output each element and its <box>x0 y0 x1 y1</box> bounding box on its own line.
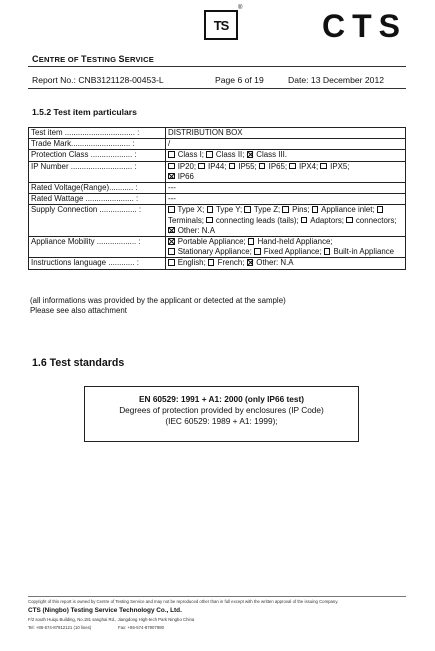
checked-checkbox-icon <box>168 227 175 234</box>
option-label: IPX4; <box>296 161 321 171</box>
unchecked-checkbox-icon <box>168 151 175 158</box>
option-label: Stationary Appliance; <box>175 247 255 257</box>
report-line-divider <box>28 88 406 89</box>
value-supply-connection <box>166 205 406 237</box>
option-label: Other: N.A <box>175 225 215 235</box>
option-label: IP55; <box>236 161 259 171</box>
table-row <box>29 205 406 237</box>
value-protection-class <box>166 150 406 161</box>
option-label: IPX5; <box>327 161 350 171</box>
unchecked-checkbox-icon <box>198 163 205 170</box>
unchecked-checkbox-icon <box>248 238 255 245</box>
option-label: Fixed Appliance; <box>261 247 324 257</box>
option-label: IP44; <box>205 161 229 171</box>
option-label: Class I; <box>175 150 207 160</box>
unchecked-checkbox-icon <box>254 248 261 255</box>
label-appliance-mobility: Appliance Mobility .................. : <box>29 237 166 258</box>
option-label: IP66 <box>175 171 194 181</box>
label-test-item: Test item ................................ : <box>29 128 166 139</box>
standard-iec-reference: (IEC 60529: 1989 + A1: 1999); <box>165 416 278 426</box>
test-standard-box <box>84 386 359 442</box>
option-label: Hand-held Appliance; <box>255 237 333 247</box>
option-label: Class II; <box>213 150 247 160</box>
test-item-particulars-table <box>28 127 406 270</box>
table-row <box>29 194 406 205</box>
unchecked-checkbox-icon <box>320 163 327 170</box>
unchecked-checkbox-icon <box>168 206 175 213</box>
option-label: Type Z; <box>251 205 283 215</box>
checked-checkbox-icon <box>247 259 254 266</box>
value-trade-mark: / <box>166 139 406 150</box>
option-label: IP65; <box>266 161 290 171</box>
footer-divider <box>28 596 406 597</box>
option-label: connecting leads (tails); <box>213 215 301 225</box>
attachment-note: Please see also attachment <box>30 306 127 315</box>
applicant-info-note: (all informations was provided by the applicant or detected at the sample) <box>30 296 286 305</box>
report-number: Report No.: CNB3121128-00453-L <box>32 75 164 85</box>
option-label: English; <box>175 258 208 268</box>
label-supply-connection: Supply Connection ................. : <box>29 205 166 237</box>
table-row <box>29 161 406 182</box>
value-rated-wattage: --- <box>166 194 406 205</box>
value-test-item: DISTRIBUTION BOX <box>166 128 406 139</box>
unchecked-checkbox-icon <box>207 206 214 213</box>
standard-description: Degrees of protection provided by enclosures (IP Code) <box>119 405 324 415</box>
option-label: Appliance inlet; <box>319 205 377 215</box>
table-row <box>29 183 406 194</box>
table-row <box>29 237 406 258</box>
cts-logo-emblem <box>204 10 238 40</box>
value-instructions-language <box>166 258 406 269</box>
table-row <box>29 258 406 269</box>
cts-logo-wordmark: CTS <box>322 8 407 44</box>
option-label: Type X; <box>175 205 207 215</box>
value-appliance-mobility <box>166 237 406 258</box>
option-label: French; <box>215 258 247 268</box>
option-label: Class III. <box>254 150 287 160</box>
option-label: connectors; <box>353 215 397 225</box>
company-telephone: Tel: +86-574-87912121 (10 lines) <box>28 625 92 630</box>
option-label: Portable Appliance; <box>175 237 248 247</box>
company-address: F/2 south Huiqu Building, No.181 sanghai Rd., Jiangdong High-tech Park Ningbo China <box>28 617 195 622</box>
unchecked-checkbox-icon <box>301 217 308 224</box>
logo-emblem-text: TS <box>213 17 229 33</box>
unchecked-checkbox-icon <box>346 217 353 224</box>
company-fax: Fax: +86-574-87907980 <box>118 625 164 630</box>
option-label: Built-in Appliance <box>331 247 395 257</box>
value-ip-number <box>166 161 406 182</box>
company-name: CTS (Ningbo) Testing Service Technology Co., Ltd. <box>28 607 182 614</box>
label-ip-number: IP Number ............................ : <box>29 161 166 182</box>
label-rated-voltage: Rated Voltage(Range)........... : <box>29 183 166 194</box>
option-label: Terminals; <box>168 215 207 225</box>
unchecked-checkbox-icon <box>168 163 175 170</box>
registered-mark: ® <box>238 5 243 11</box>
unchecked-checkbox-icon <box>229 163 236 170</box>
label-rated-wattage: Rated Wattage ...................... : <box>29 194 166 205</box>
label-instructions-language: Instructions language ............ : <box>29 258 166 269</box>
option-label: Adaptors; <box>308 215 347 225</box>
centre-of-testing-service-name: CENTRE OF TESTING SERVICE <box>32 54 155 64</box>
unchecked-checkbox-icon <box>168 248 175 255</box>
table-row <box>29 128 406 139</box>
page-number: Page 6 of 19 <box>215 75 264 85</box>
checked-checkbox-icon <box>247 151 254 158</box>
label-protection-class: Protection Class ................... : <box>29 150 166 161</box>
standard-title: EN 60529: 1991 + A1: 2000 (only IP66 test) <box>138 394 305 404</box>
unchecked-checkbox-icon <box>324 248 331 255</box>
label-trade-mark: Trade Mark........................... : <box>29 139 166 150</box>
unchecked-checkbox-icon <box>206 217 213 224</box>
unchecked-checkbox-icon <box>244 206 251 213</box>
unchecked-checkbox-icon <box>377 206 384 213</box>
unchecked-checkbox-icon <box>289 163 296 170</box>
section-heading-test-item-particulars: 1.5.2 Test item particulars <box>32 107 137 117</box>
unchecked-checkbox-icon <box>208 259 215 266</box>
table-row <box>29 139 406 150</box>
unchecked-checkbox-icon <box>259 163 266 170</box>
unchecked-checkbox-icon <box>206 151 213 158</box>
option-label: Pins; <box>289 205 312 215</box>
table-row <box>29 150 406 161</box>
report-date: Date: 13 December 2012 <box>288 75 385 85</box>
unchecked-checkbox-icon <box>312 206 319 213</box>
header-divider <box>28 66 406 67</box>
copyright-notice: Copyright of this report is owned by Centre of Testing Service and may not be reproduced other than in full except with the written approval of the issuing Company. <box>28 599 339 604</box>
option-label: Type Y; <box>214 205 245 215</box>
unchecked-checkbox-icon <box>168 259 175 266</box>
section-heading-test-standards: 1.6 Test standards <box>32 357 125 369</box>
checked-checkbox-icon <box>168 173 175 180</box>
option-label: Other: N.A <box>254 258 294 268</box>
option-label: IP20; <box>175 161 199 171</box>
unchecked-checkbox-icon <box>282 206 289 213</box>
value-rated-voltage: --- <box>166 183 406 194</box>
checked-checkbox-icon <box>168 238 175 245</box>
